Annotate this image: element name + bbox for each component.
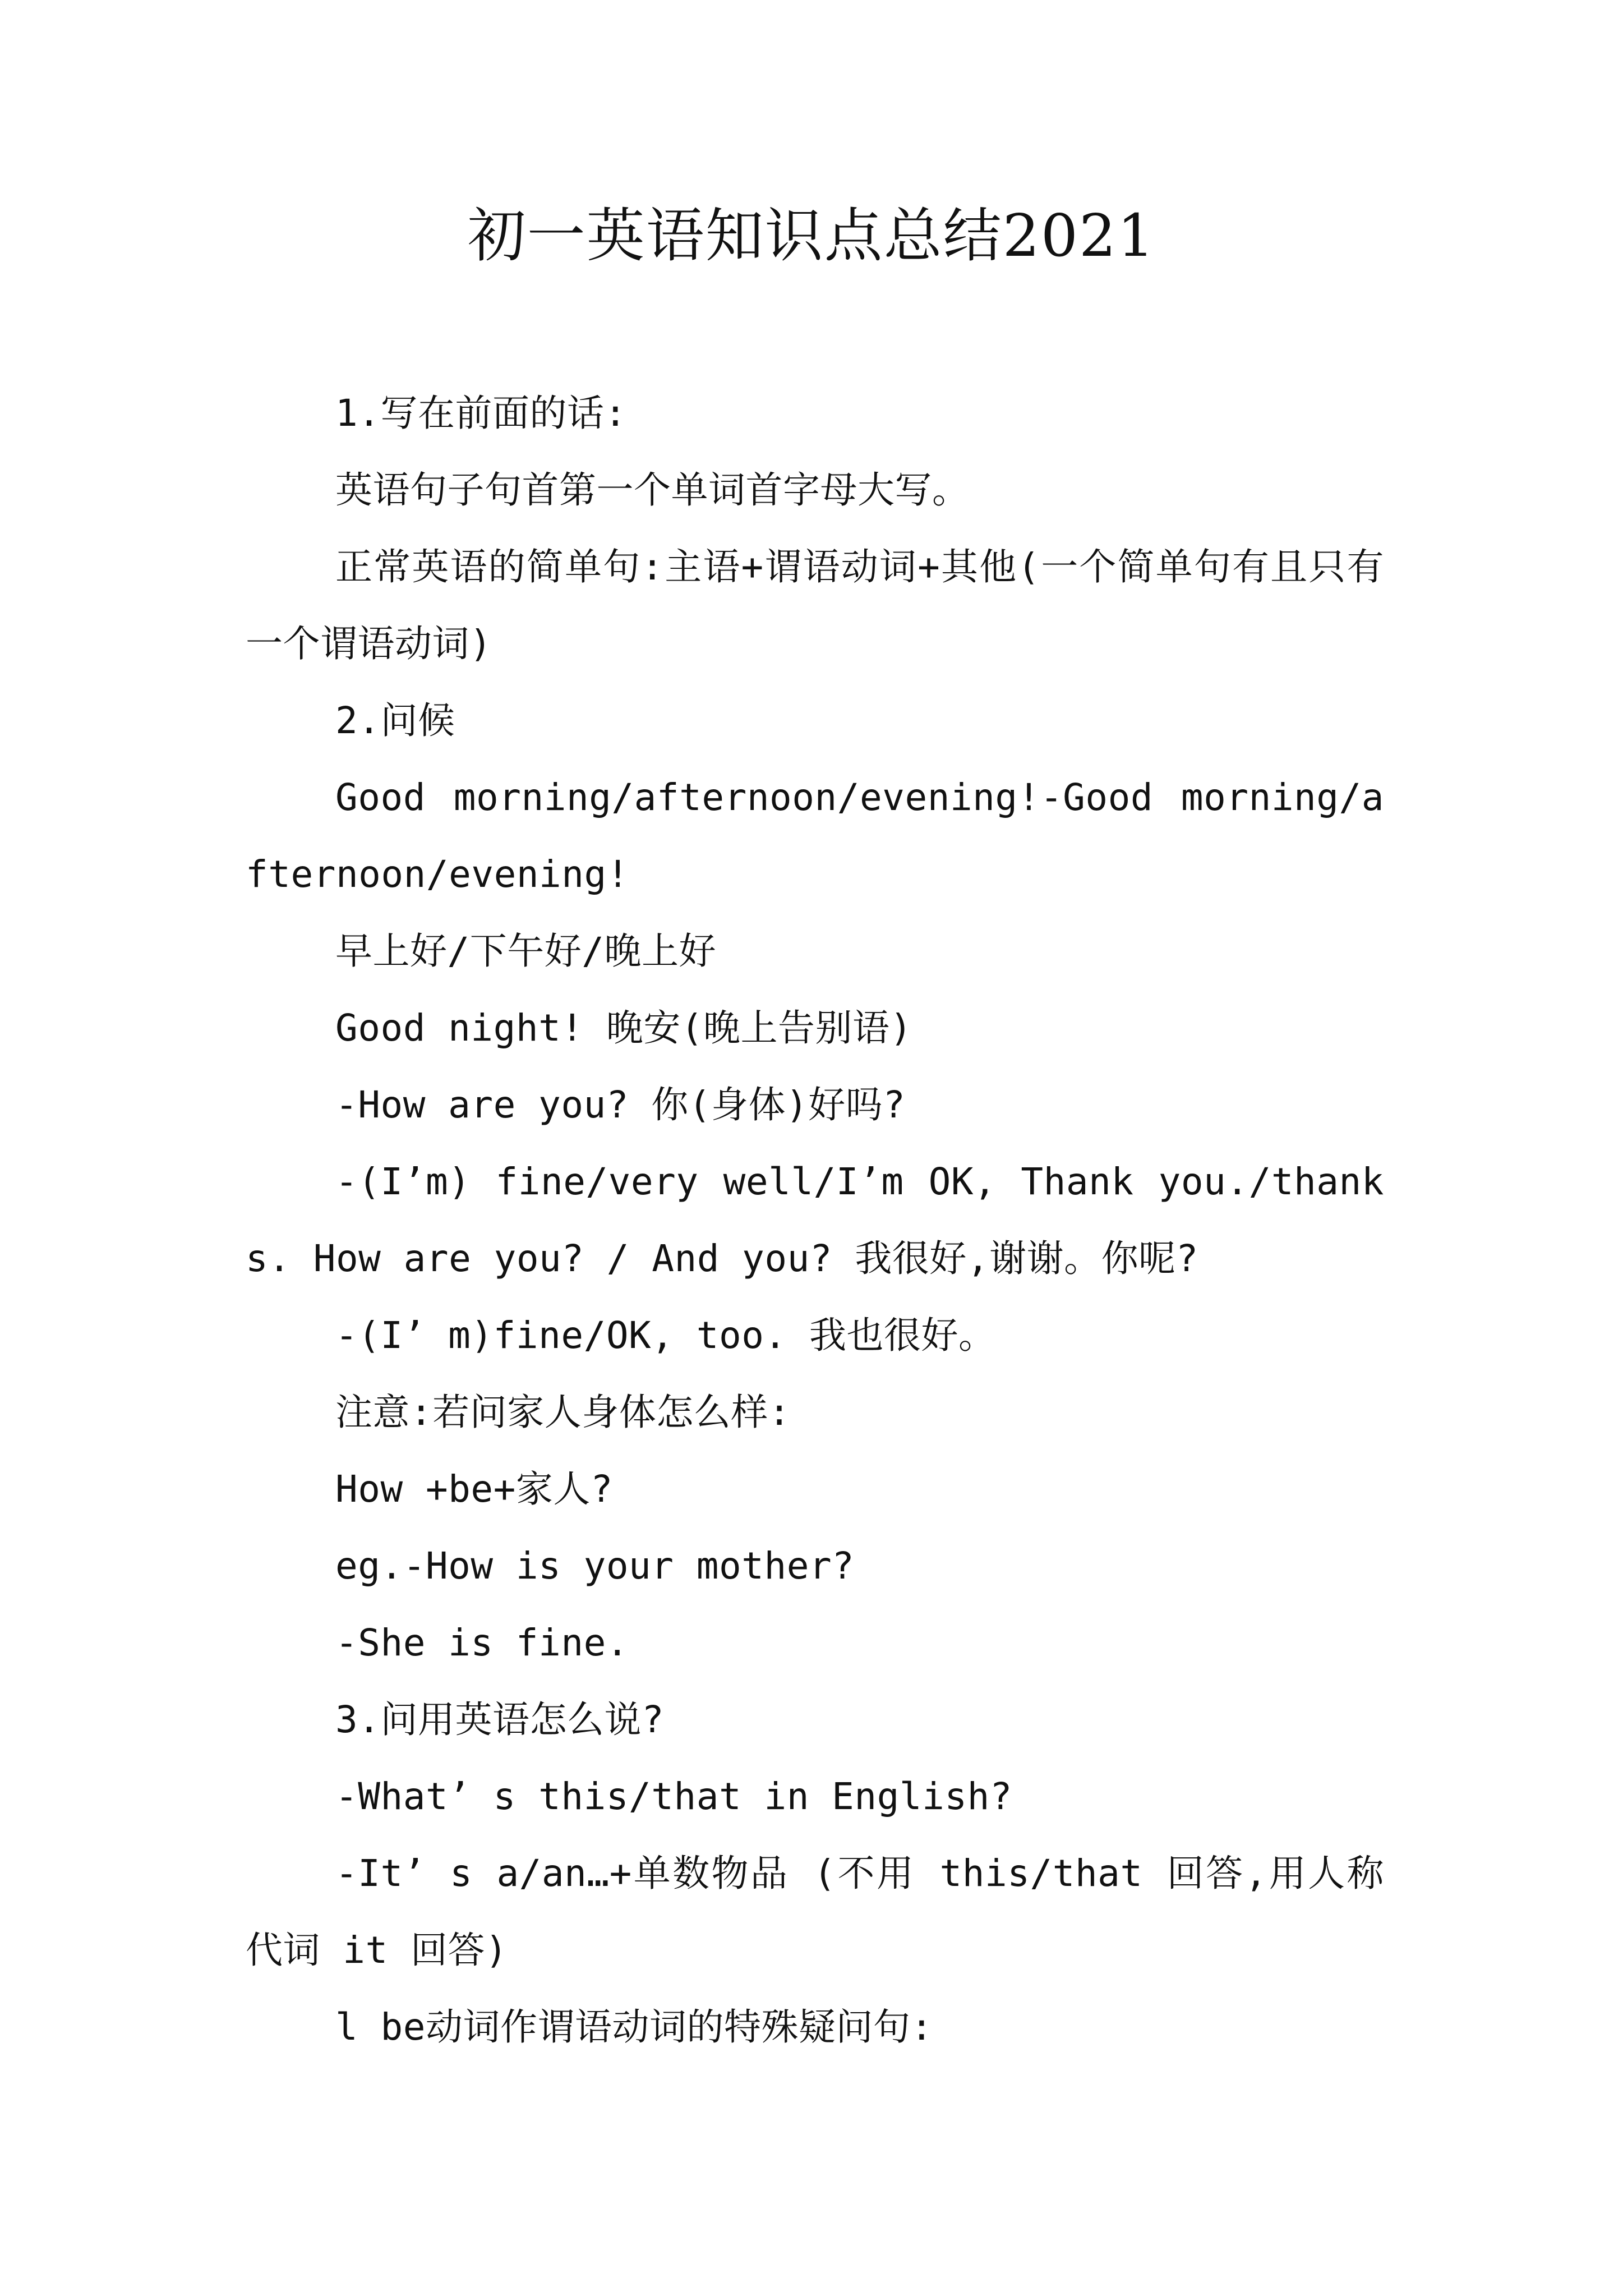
document-title: 初一英语知识点总结2021 — [467, 201, 1156, 270]
paragraph-how-are-you: -How are you? 你(身体)好吗? — [335, 1083, 906, 1126]
document-body — [246, 375, 1384, 2065]
paragraph-good-morning-translation: 早上好/下午好/晚上好 — [335, 930, 716, 973]
paragraph-english-heading: 3.问用英语怎么说? — [335, 1698, 665, 1741]
paragraph-capitalization-rule: 英语句子句首第一个单词首字母大写。 — [335, 468, 970, 512]
paragraph-be-verb-questions: l be动词作谓语动词的特殊疑问句: — [335, 2005, 933, 2049]
paragraph-whats-this: -What’ s this/that in English? — [335, 1775, 1013, 1818]
paragraph-greetings-heading: 2.问候 — [335, 699, 455, 742]
paragraph-intro-heading: 1.写在前面的话: — [335, 392, 627, 435]
paragraph-its-a-an: -It’ s a/an…+单数物品 (不用 this/that 回答,用人称代词 it 回答) — [246, 1852, 1384, 1972]
paragraph-example-mother: eg.-How is your mother? — [335, 1544, 855, 1588]
paragraph-good-night: Good night! 晚安(晚上告别语) — [335, 1006, 912, 1050]
paragraph-fine-too: -(I’ m)fine/OK, too. 我也很好。 — [335, 1314, 996, 1357]
paragraph-fine-thanks: -(I’m) fine/very well/I’m OK, Thank you./thanks. How are you? / And you? 我很好,谢谢。你呢? — [246, 1160, 1384, 1280]
paragraph-how-be-family: How +be+家人? — [335, 1467, 614, 1511]
paragraph-she-is-fine: -She is fine. — [335, 1621, 629, 1664]
paragraph-simple-sentence: 正常英语的简单句:主语+谓语动词+其他(一个简单句有且只有一个谓语动词) — [246, 545, 1384, 665]
paragraph-good-morning: Good morning/afternoon/evening!-Good morning/afternoon/evening! — [246, 776, 1384, 896]
paragraph-family-note: 注意:若问家人身体怎么样: — [335, 1391, 791, 1434]
